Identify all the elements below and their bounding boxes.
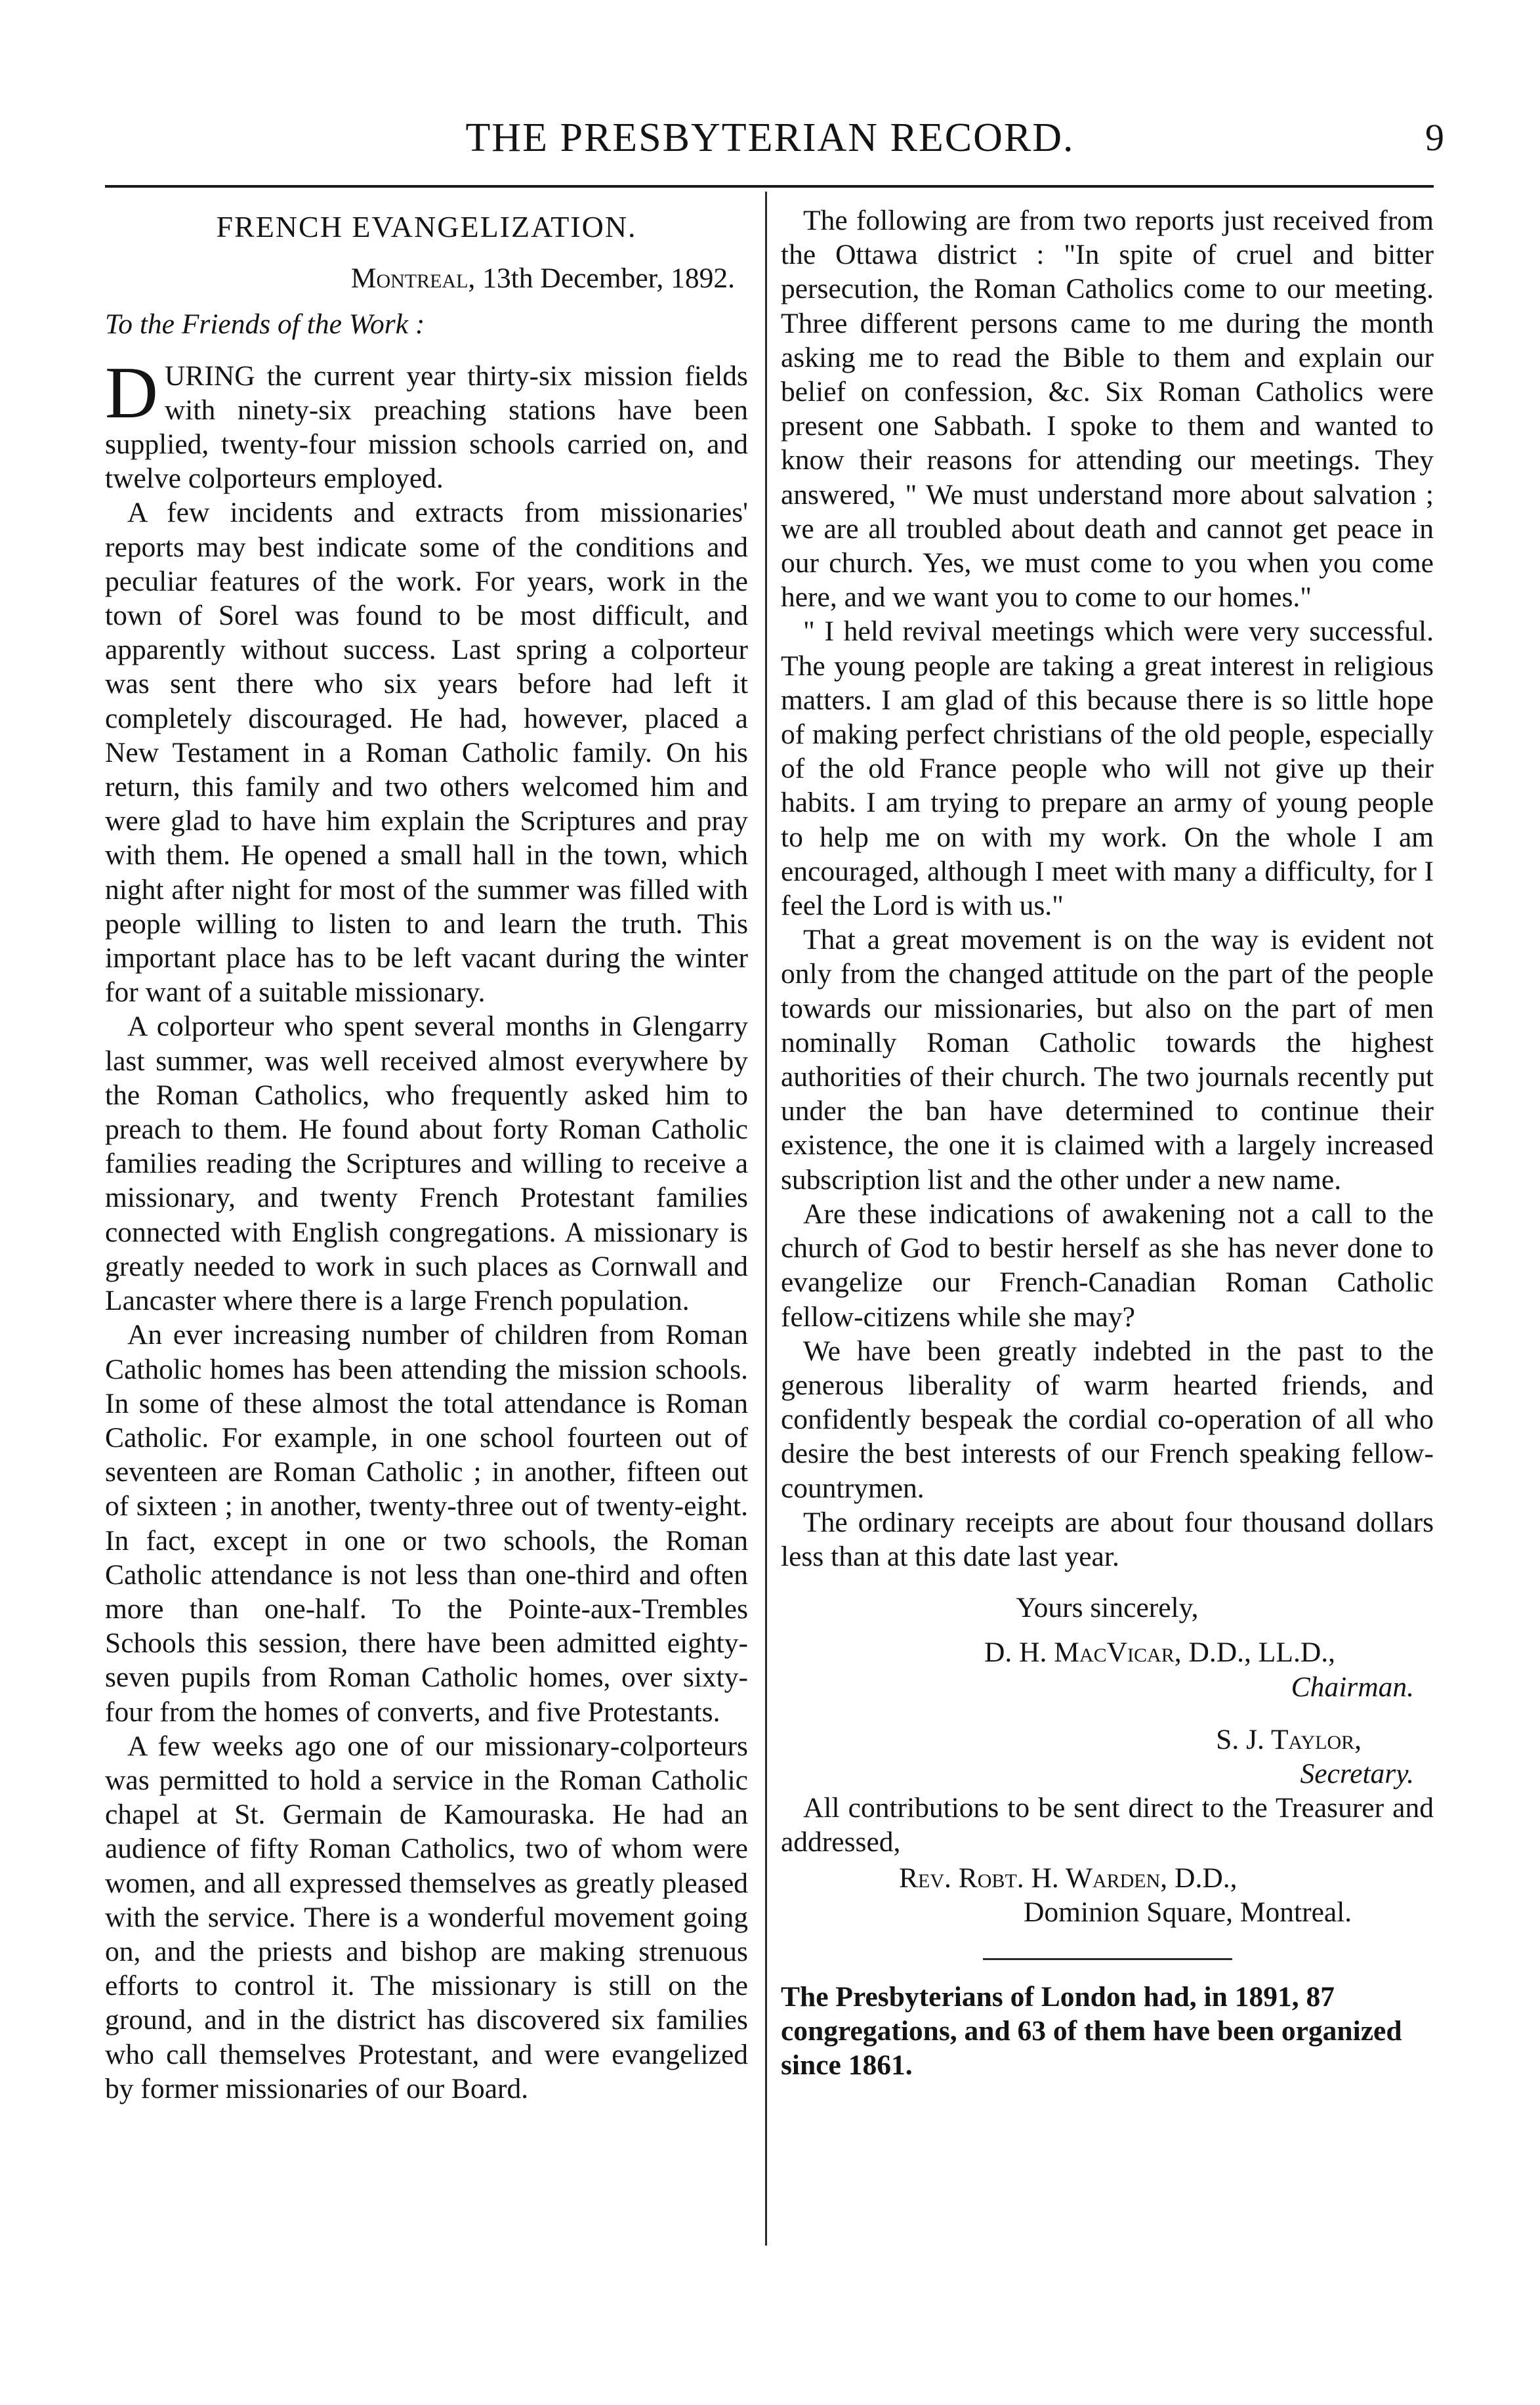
header-rule <box>105 185 1434 188</box>
note-rule <box>983 1958 1232 1960</box>
article-title: FRENCH EVANGELIZATION. <box>216 210 637 243</box>
salutation: To the Friends of the Work : <box>105 308 425 341</box>
closing: Yours sincerely, <box>1016 1592 1199 1624</box>
paragraph-3: A colporteur who spent several months in Glengarry last summer, was well received almost everywhere by the Roman Catholics, who frequently asked him to preach to them. He found about forty Roman Catholic families reading the Scriptures and willing to receive a missionary, and twenty French Protestant families connected with English congregations. A missionary is greatly needed to work in such places as Cornwall and Lancaster where there is a large French population. <box>105 1011 748 1317</box>
paragraph-1 <box>105 352 748 496</box>
note-line: since 1861. <box>781 2049 913 2081</box>
paragraph-11: The ordinary receipts are about four thousand dollars less than at this date last year. <box>781 1506 1434 1572</box>
paragraph-4: An ever increasing number of children from Roman Catholic homes has been attending the mission schools. In some of these almost the total attendance is Roman Catholic. For example, in one school fourteen out of seventeen are Roman Catholic ; in another, fifteen out of sixteen ; in another, twenty-three out of twenty-eight. In fact, except in one or two schools, the Roman Catholic attendance is not less than one-third and often more than one-half. To the Pointe-aux-Trembles Schools this session, there have been admitted eighty-seven pupils from Roman Catholic homes, over sixty-four from the homes of converts, and five Protestants. <box>105 1319 748 1728</box>
treasurer-name: Rev. Robt. H. Warden, D.D., <box>899 1862 1238 1894</box>
drop-cap: D <box>105 352 158 434</box>
contributions-note: All contributions to be sent direct to the Treasurer and addressed, <box>781 1792 1434 1858</box>
paragraph-10: We have been greatly indebted in the past to the generous liberality of warm hearted friends, and confidently bespeak the cordial co-operation of all who desire the best interests of our French speaking fellow-countrymen. <box>781 1335 1434 1504</box>
left-column <box>105 203 748 2106</box>
signer-chairman-name: D. H. MacVicar, D.D., LL.D., <box>984 1637 1335 1669</box>
right-column <box>781 203 1434 2083</box>
page-header <box>0 108 1540 167</box>
page-number: 9 <box>1425 116 1444 159</box>
paragraph-9: Are these indications of awakening not a call to the church of God to bestir herself as she has never done to evangelize our French-Canadian Roman Catholic fellow-citizens while she may? <box>781 1198 1434 1333</box>
paragraph-1-text: URING the current year thirty-six mission fields with ninety-six preaching stations have been supplied, twenty-four mission schools carried on, and twelve colporteurs employed. <box>105 360 748 495</box>
column-divider <box>765 192 767 2246</box>
signer-chairman-role: Chairman. <box>1291 1671 1414 1703</box>
signer-secretary-role: Secretary. <box>1300 1757 1414 1789</box>
paragraph-5: A few weeks ago one of our missionary-colporteurs was permitted to hold a service in the Roman Catholic chapel at St. Germain de Kamouraska. He had an audience of fifty Roman Catholics, two of whom were women, and all expressed themselves as greatly pleased with the service. There is a wonderful movement going on, and the priests and bishop are making strenuous efforts to control it. The missionary is still on the ground, and in the district has discovered six families who call themselves Protestant, and were evangelized by former missionaries of our Board. <box>105 1730 748 2104</box>
dateline-place: Montreal, <box>350 262 476 295</box>
note-line: congregations, and 63 of them have been organized <box>781 2015 1402 2047</box>
paragraph-8: That a great movement is on the way is evident not only from the changed attitude on the part of the people towards our missionaries, but also on the part of men nominally Roman Catholic towards the highest authorities of their church. The two journals recently put under the ban have determined to continue their existence, the one it is claimed with a largely increased subscription list and the other under a new name. <box>781 924 1434 1196</box>
treasurer-address: Dominion Square, Montreal. <box>1024 1896 1352 1928</box>
dateline <box>105 261 735 295</box>
paragraph-6: The following are from two reports just received from the Ottawa district : "In spite of cruel and bitter persecution, the Roman Catholics come to our meeting. Three different persons came to me during the month asking me to read the Bible to them and explain our belief on confession, &c. Six Roman Catholics were present one Sabbath. I spoke to them and wanted to know their reasons for attending our meetings. They answered, " We must understand more about salvation ; we are all troubled about death and cannot get peace in our church. Yes, we must come to you when you come here, and we want you to come to our homes." <box>781 205 1434 614</box>
dateline-date: 13th December, 1892. <box>482 262 735 295</box>
journal-title: THE PRESBYTERIAN RECORD. <box>465 115 1075 160</box>
signer-secretary-name: S. J. Taylor, <box>1216 1723 1362 1755</box>
note-line: The Presbyterians of London had, in 1891, 87 <box>781 1980 1335 2013</box>
london-note <box>781 1980 1434 2083</box>
paragraph-2: A few incidents and extracts from missionaries' reports may best indicate some of the conditions and peculiar features of the work. For years, work in the town of Sorel was found to be most difficult, and apparently without success. Last spring a colporteur was sent there who six years before had left it completely discouraged. He had, however, placed a New Testament in a Roman Catholic family. On his return, this family and two others welcomed him and were glad to have him explain the Scriptures and pray with them. He opened a small hall in the town, which night after night for most of the summer was filled with people willing to listen to and learn the truth. This important place has to be left vacant during the winter for want of a suitable missionary. <box>105 497 748 1009</box>
paragraph-7: " I held revival meetings which were very successful. The young people are taking a great interest in religious matters. I am glad of this because there is so little hope of making perfect christians of the old people, especially of the old France people who will not give up their habits. I am trying to prepare an army of young people to help me on with my work. On the whole I am encouraged, although I meet with many a difficulty, for I feel the Lord is with us." <box>781 616 1434 922</box>
